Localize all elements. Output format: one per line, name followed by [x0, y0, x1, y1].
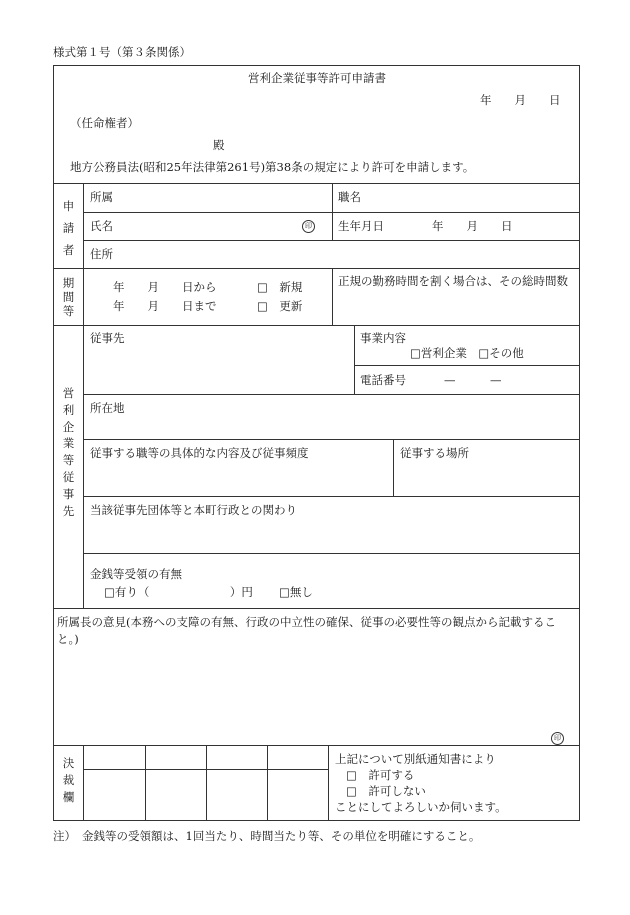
business-section-label: 営 利 企 業 等 従 事 先 — [62, 386, 75, 518]
divider — [328, 745, 329, 821]
intro-text: 地方公務員法(昭和25年法律第261号)第38条の規定により許可を申請します。 — [70, 160, 475, 174]
appointer-label: （任命権者） — [70, 116, 139, 130]
decision-line-4: ことにしてよろしいか伺います。 — [335, 800, 507, 814]
work-place-field[interactable]: 従事する場所 — [400, 446, 469, 460]
payment-label: 金銭等受領の有無 — [90, 567, 182, 581]
note-label: 注） — [53, 829, 76, 843]
name-field[interactable]: 氏名 — [90, 219, 113, 233]
divider — [332, 268, 333, 325]
duties-field[interactable]: 従事する職等の具体的な内容及び従事頻度 — [90, 446, 309, 460]
divider — [83, 553, 580, 554]
divider — [206, 745, 207, 821]
deny-checkbox[interactable]: □ 許可しない — [346, 784, 426, 798]
divider — [53, 608, 580, 609]
period-section-label: 期 間 等 — [62, 276, 75, 318]
supervisor-opinion-field[interactable]: 所属長の意見(本務への支障の有無、行政の中立性の確保、従事の必要性等の観点から記載すること。) — [57, 615, 556, 646]
divider — [83, 183, 84, 325]
form-number: 様式第１号（第３条関係） — [53, 45, 191, 59]
divider — [83, 394, 580, 395]
date-line[interactable]: 年 月 日 — [480, 93, 561, 107]
business-content-label: 事業内容 — [360, 331, 406, 345]
form-title: 営利企業従事等許可申請書 — [248, 71, 386, 85]
dono-label: 殿 — [213, 138, 225, 152]
divider — [83, 439, 580, 440]
birthdate-ymd: 年 月 日 — [432, 219, 513, 233]
hours-note: 正規の勤務時間を割く場合は、その総時間数 — [338, 274, 568, 288]
divider — [53, 268, 580, 269]
birthdate-field[interactable]: 生年月日 — [338, 219, 384, 233]
phone-field[interactable]: — — — [444, 373, 502, 387]
divider — [83, 745, 84, 821]
job-title-field[interactable]: 職名 — [338, 190, 361, 204]
address-field[interactable]: 住所 — [90, 247, 113, 261]
location-field[interactable]: 所在地 — [90, 401, 125, 415]
period-from[interactable]: 年 月 日から — [113, 280, 217, 294]
footnote: 金銭等の受領額は、1回当たり、時間当たり等、その単位を明確にすること。 — [82, 829, 481, 843]
employer-field[interactable]: 従事先 — [90, 331, 125, 345]
divider — [53, 745, 580, 746]
divider — [267, 745, 268, 821]
divider — [83, 240, 580, 241]
divider — [53, 183, 580, 184]
relation-field[interactable]: 当該従事先団体等と本町行政との関わり — [90, 503, 297, 517]
payment-yes-option[interactable]: □有り（ ）円 — [104, 585, 253, 599]
decision-line-1: 上記について別紙通知書により — [335, 752, 496, 766]
divider — [53, 325, 580, 326]
divider — [354, 365, 580, 366]
divider — [83, 325, 84, 608]
approve-checkbox[interactable]: □ 許可する — [346, 768, 415, 782]
divider — [83, 496, 580, 497]
seal-icon: 印 — [302, 220, 315, 233]
divider — [354, 325, 355, 394]
renew-checkbox[interactable]: □ 更新 — [257, 299, 303, 313]
affiliation-field[interactable]: 所属 — [90, 190, 113, 204]
applicant-section-label: 申 請 者 — [62, 199, 75, 257]
phone-label: 電話番号 — [360, 373, 406, 387]
decision-section-label: 決 裁 欄 — [62, 756, 75, 804]
period-to[interactable]: 年 月 日まで — [113, 299, 217, 313]
divider — [332, 183, 333, 240]
new-checkbox[interactable]: □ 新規 — [257, 280, 303, 294]
divider — [393, 439, 394, 496]
business-type-options[interactable]: □営利企業 □その他 — [410, 346, 524, 360]
divider — [145, 745, 146, 821]
application-form — [53, 65, 580, 821]
payment-no-option[interactable]: □無し — [279, 585, 313, 599]
seal-icon: 印 — [551, 732, 564, 745]
